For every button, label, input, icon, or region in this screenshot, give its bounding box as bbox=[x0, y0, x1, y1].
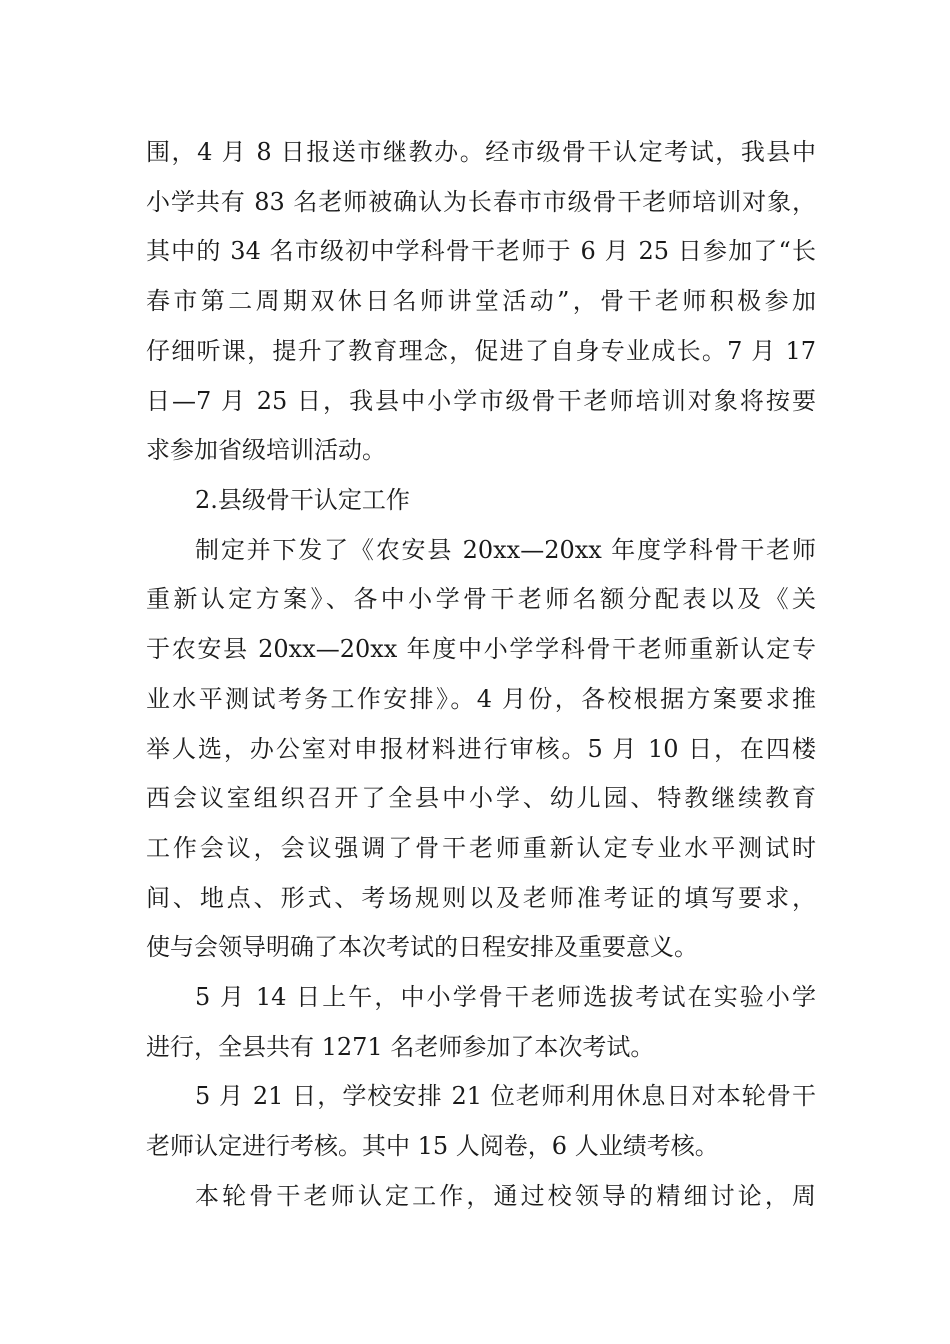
text-line: 5 月 14 日上午，中小学骨干老师选拔考试在实验小学 bbox=[195, 983, 816, 1011]
text-line: 老师认定进行考核。其中 15 人阅卷，6 人业绩考核。 bbox=[146, 1132, 719, 1160]
text-line: 重新认定方案》、各中小学骨干老师名额分配表以及《关 bbox=[146, 585, 816, 613]
text-line: 进行，全县共有 1271 名老师参加了本次考试。 bbox=[146, 1033, 655, 1061]
text-line: 使与会领导明确了本次考试的日程安排及重要意义。 bbox=[146, 933, 698, 961]
text-line: 举人选，办公室对申报材料进行审核。5 月 10 日，在四楼 bbox=[146, 735, 816, 763]
text-line: 西会议室组织召开了全县中小学、幼儿园、特教继续教育 bbox=[146, 784, 816, 812]
text-line: 仔细听课，提升了教育理念，促进了自身专业成长。7 月 17 bbox=[146, 337, 816, 365]
text-line: 小学共有 83 名老师被确认为长春市市级骨干老师培训对象， bbox=[146, 188, 816, 216]
text-line: 日—7 月 25 日，我县中小学市级骨干老师培训对象将按要 bbox=[146, 387, 816, 415]
text-line: 5 月 21 日，学校安排 21 位老师利用休息日对本轮骨干 bbox=[195, 1082, 816, 1110]
text-line: 围，4 月 8 日报送市继教办。经市级骨干认定考试，我县中 bbox=[146, 138, 816, 166]
text-line: 间、地点、形式、考场规则以及老师准考证的填写要求， bbox=[146, 884, 816, 912]
text-line: 春市第二周期双休日名师讲堂活动”，骨干老师积极参加 bbox=[146, 287, 816, 315]
text-line: 工作会议，会议强调了骨干老师重新认定专业水平测试时 bbox=[146, 834, 816, 862]
text-line: 制定并下发了《农安县 20xx—20xx 年度学科骨干老师 bbox=[195, 536, 816, 564]
text-line: 求参加省级培训活动。 bbox=[146, 436, 386, 464]
text-line: 于农安县 20xx—20xx 年度中小学学科骨干老师重新认定专 bbox=[146, 635, 816, 663]
text-line: 其中的 34 名市级初中学科骨干老师于 6 月 25 日参加了“长 bbox=[146, 237, 816, 265]
text-line: 业水平测试考务工作安排》。4 月份，各校根据方案要求推 bbox=[146, 685, 816, 713]
section-heading: 2.县级骨干认定工作 bbox=[195, 486, 410, 514]
text-line: 本轮骨干老师认定工作，通过校领导的精细讨论，周 bbox=[195, 1182, 816, 1210]
